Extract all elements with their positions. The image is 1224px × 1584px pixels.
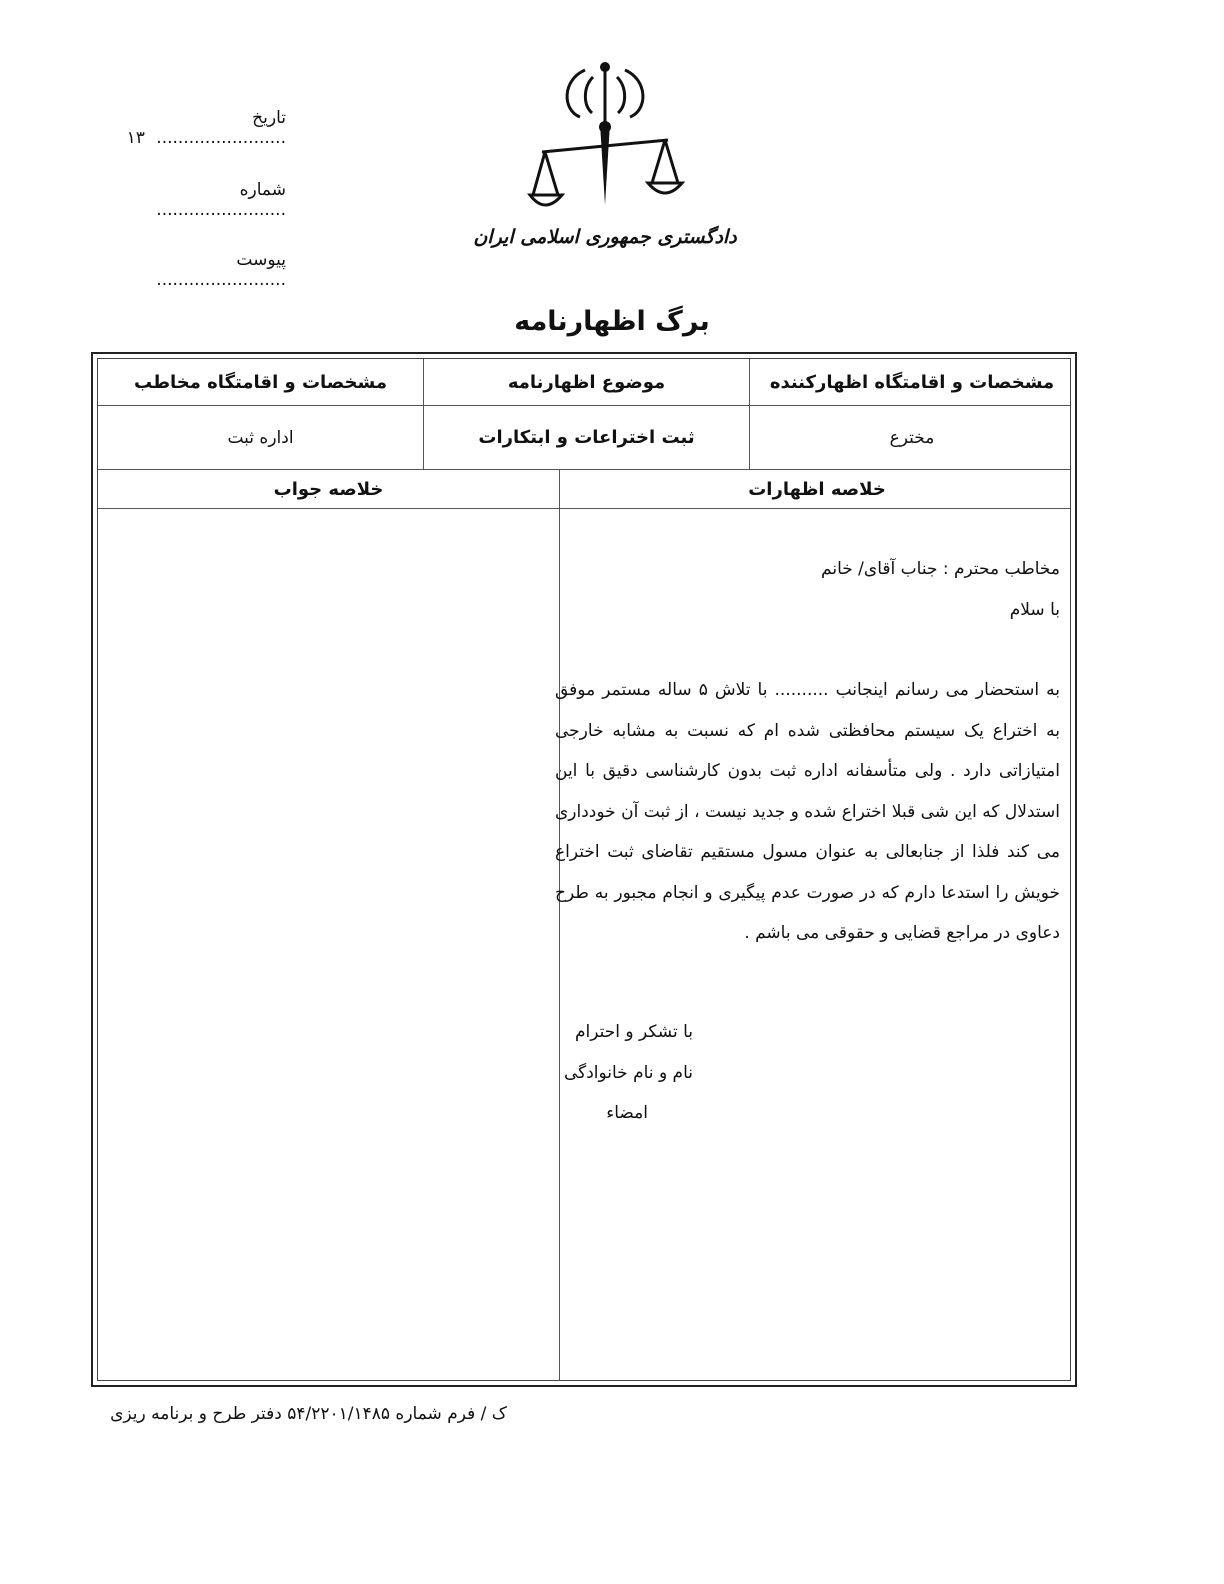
addressee-value: اداره ثبت <box>227 427 294 448</box>
closing-line: با تشکر و احترام <box>575 1022 693 1042</box>
salutation: مخاطب محترم : جناب آقای/ خانم <box>821 559 1060 579</box>
letter-text <box>555 549 1060 954</box>
name-line: نام و نام خانوادگی <box>563 1062 693 1083</box>
date-value: ۱۳ <box>126 128 145 148</box>
subject-header: موضوع اظهارنامه <box>507 371 666 393</box>
attachment-dots: ........................ <box>156 270 286 290</box>
form-frame <box>91 352 1077 1387</box>
emblem-caption: دادگستری جمهوری اسلامی ایران <box>473 226 737 248</box>
form-table <box>97 358 1071 1381</box>
form-title: برگ اظهارنامه <box>514 306 710 337</box>
summary-statements-header: خلاصه اظهارات <box>748 478 886 500</box>
attachment-line <box>118 250 286 290</box>
date-line <box>118 108 286 148</box>
judiciary-emblem-icon <box>473 55 737 255</box>
response-area <box>98 509 559 1380</box>
declarant-value: مخترع <box>889 427 935 448</box>
greeting: با سلام <box>1009 599 1060 620</box>
number-dots: ........................ <box>156 200 286 220</box>
summary-response-header: خلاصه جواب <box>273 478 384 500</box>
addressee-header: مشخصات و اقامتگاه مخاطب <box>134 371 387 393</box>
number-line <box>118 180 286 220</box>
letter-body: به استحضار می رسانم اینجانب .......... با تلاش ۵ ساله مستمر موفق به اختراع یک سیستم محافظتی شده ام که نسبت به مشابه خارجی امتیازاتی دارد . ولی متأسفانه اداره ثبت بدون کارشناسی دقیق با این استدلال که این شی قبلا اختراع شده و جدید نیست ، از ثبت آن خودداری می کند فلذا از جنابعالی به عنوان مسول مستقیم تقاضای ثبت اختراع خویش را استدعا دارم که در صورت عدم پیگیری و انجام مجبور به طرح دعاوی در مراجع قضایی و حقوقی می باشم . <box>555 680 1060 943</box>
date-label: تاریخ <box>252 108 286 128</box>
declarant-header: مشخصات و اقامتگاه اظهارکننده <box>769 371 1055 393</box>
subject-value: ثبت اختراعات و ابتکارات <box>478 427 695 448</box>
form-footer: ک / فرم شماره ۵۴/۲۲۰۱/۱۴۸۵ دفتر طرح و برنامه ریزی <box>110 1404 507 1424</box>
number-label: شماره <box>239 180 286 200</box>
statements-area <box>555 509 1070 1380</box>
date-dots: ........................ <box>156 128 286 148</box>
closing-block <box>564 1012 693 1134</box>
attachment-label: پیوست <box>236 250 286 270</box>
signature-line: امضاء <box>606 1103 648 1123</box>
